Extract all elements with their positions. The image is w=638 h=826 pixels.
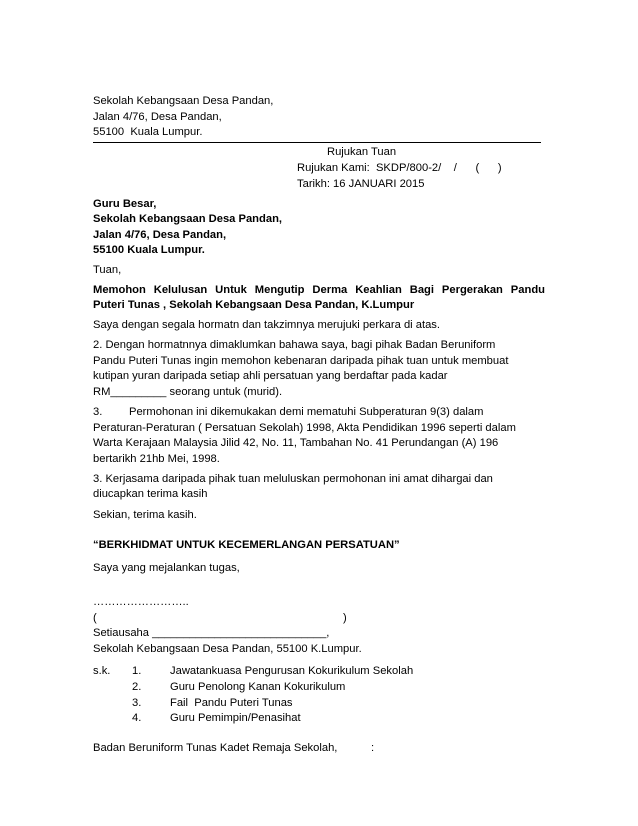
closing: Sekian, terima kasih. [93, 509, 197, 521]
paragraph-line: bertarikh 21hb Mei, 1998. [93, 453, 220, 465]
subject-line: Memohon Kelulusan Untuk Mengutip Derma Keahlian Bagi Pergerakan Pandu [93, 284, 545, 296]
sender-line: Jalan 4/76, Desa Pandan, [93, 111, 222, 123]
tarikh: Tarikh: 16 JANUARI 2015 [297, 178, 425, 190]
paragraph-line: 3. Kerjasama daripada pihak tuan meluluskan permohonan ini amat dihargai dan [93, 473, 493, 485]
cc-number: 2. [132, 681, 142, 693]
paragraph-line: kutipan yuran daripada setiap ahli persatuan yang berdaftar pada kadar [93, 370, 448, 382]
paragraph-line: Peraturan-Peraturan ( Persatuan Sekolah) 1998, Akta Pendidikan 1996 seperti dalam [93, 422, 516, 434]
subject-line: Puteri Tunas , Sekolah Kebangsaan Desa Pandan, K.Lumpur [93, 299, 415, 311]
cc-number: 4. [132, 712, 142, 724]
recipient-line: Jalan 4/76, Desa Pandan, [93, 229, 227, 241]
footer-text: Badan Beruniform Tunas Kadet Remaja Sekolah, [93, 742, 338, 754]
paragraph-line: Pandu Puteri Tunas ingin memohon kebenaran daripada pihak tuan untuk membuat [93, 355, 509, 367]
name-paren-open: ( [93, 612, 97, 624]
header-divider [93, 142, 541, 143]
sender-line: Sekolah Kebangsaan Desa Pandan, [93, 95, 274, 107]
paragraph-line: 2. Dengan hormatnnya dimaklumkan bahawa saya, bagi pihak Badan Beruniform [93, 339, 496, 351]
paragraph-line: diucapkan terima kasih [93, 488, 208, 500]
recipient-line: Sekolah Kebangsaan Desa Pandan, [93, 213, 283, 225]
paragraph-number: 3. [93, 406, 103, 418]
rujukan-kami: Rujukan Kami: SKDP/800-2/ / ( ) [297, 162, 502, 174]
motto: “BERKHIDMAT UNTUK KECEMERLANGAN PERSATUAN” [93, 539, 400, 551]
signatory-title: Setiausaha ____________________________, [93, 627, 330, 639]
rujukan-tuan: Rujukan Tuan [327, 146, 397, 158]
cc-item: Fail Pandu Puteri Tunas [170, 697, 293, 709]
recipient-line: 55100 Kuala Lumpur. [93, 244, 205, 256]
paragraph-1: Saya dengan segala hormatn dan takzimnya merujuki perkara di atas. [93, 319, 441, 331]
cc-item: Guru Penolong Kanan Kokurikulum [170, 681, 346, 693]
recipient-line: Guru Besar, [93, 198, 157, 210]
sender-line: 55100 Kuala Lumpur. [93, 126, 203, 138]
cc-number: 1. [132, 665, 142, 677]
signatory-school: Sekolah Kebangsaan Desa Pandan, 55100 K.Lumpur. [93, 643, 362, 655]
footer-colon: : [371, 742, 375, 754]
paragraph-line: Warta Kerajaan Malaysia Jilid 42, No. 11, Tambahan No. 41 Perundangan (A) 196 [93, 437, 499, 449]
paragraph-line: Permohonan ini dikemukakan demi mematuhi Subperaturan 9(3) dalam [129, 406, 484, 418]
cc-item: Guru Pemimpin/Penasihat [170, 712, 301, 724]
signature-dots: …………………….. [93, 596, 189, 608]
signoff: Saya yang mejalankan tugas, [93, 562, 240, 574]
cc-label: s.k. [93, 665, 111, 677]
cc-number: 3. [132, 697, 142, 709]
paragraph-line: RM_________ seorang untuk (murid). [93, 386, 283, 398]
cc-item: Jawatankuasa Pengurusan Kokurikulum Sekolah [170, 665, 414, 677]
salutation: Tuan, [93, 264, 122, 276]
name-paren-close: ) [343, 612, 347, 624]
